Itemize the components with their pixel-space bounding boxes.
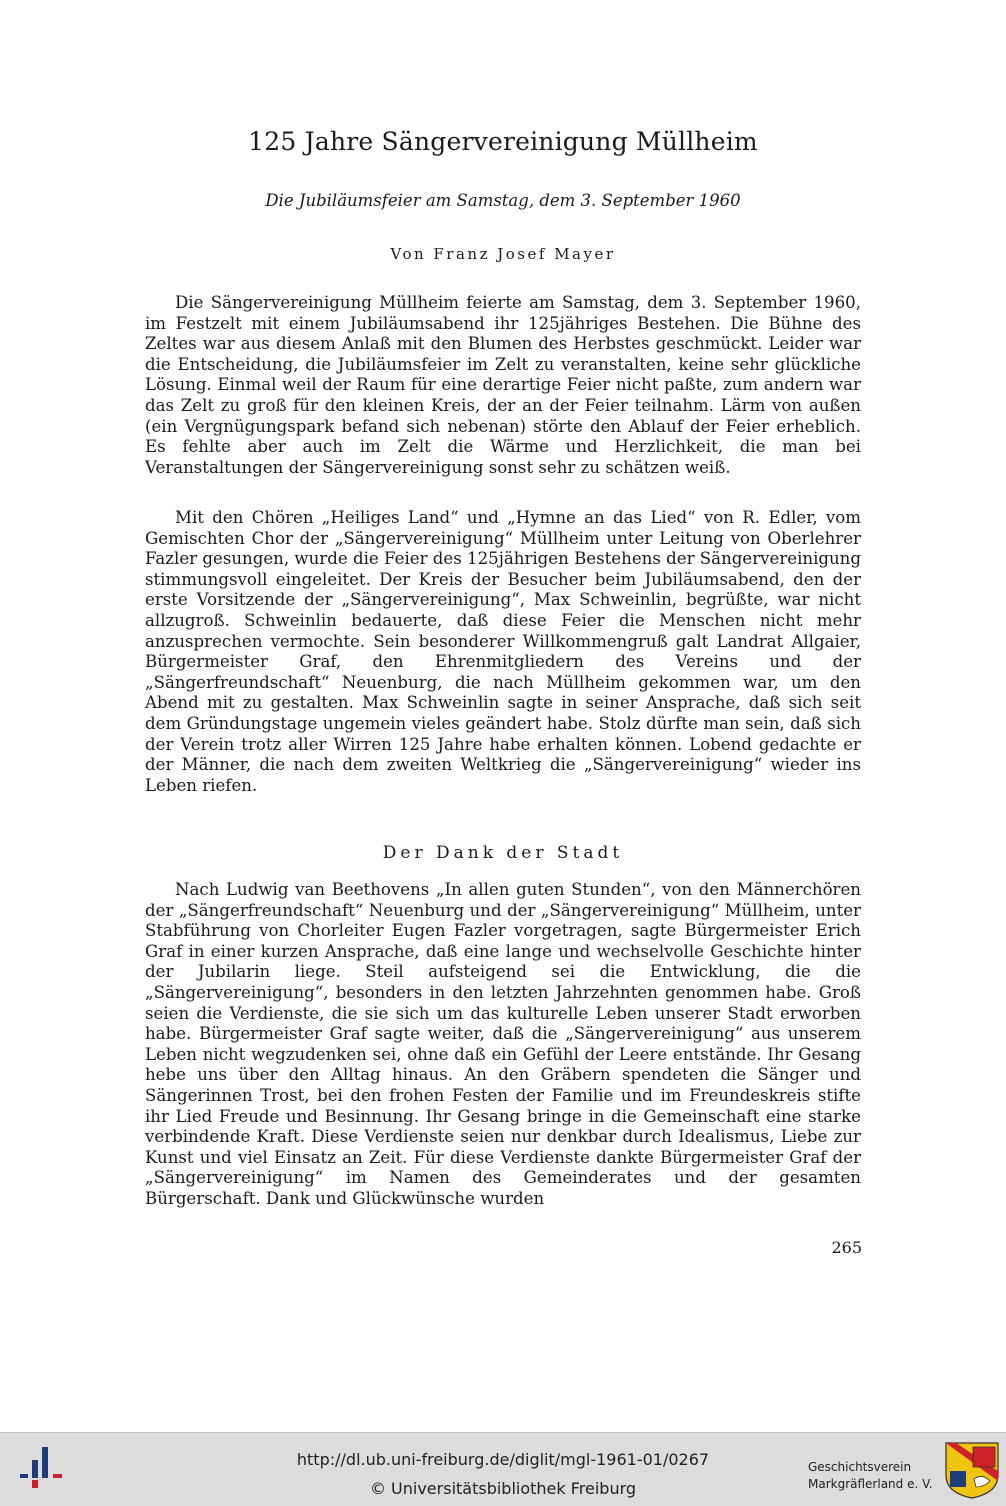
document-url-link[interactable]: http://dl.ub.uni-freiburg.de/diglit/mgl-1961-01/0267 xyxy=(296,1450,710,1469)
article-title: 125 Jahre Sängervereinigung Müllheim xyxy=(248,127,758,156)
paragraph-1: Die Sängervereinigung Müllheim feierte am Samstag, dem 3. September 1960, im Festzelt mit einem Jubiläumsabend ihr 125jähriges Bestehen. Die Bühne des Zeltes war aus diesem Anlaß mit den Blumen des Herbstes geschmückt. Leider war die Entscheidung, die Jubiläumsfeier im Zelt zu veranstalten, keine sehr glückliche Lösung. Einmal weil der Raum für eine derartige Feier nicht paßte, zum andern war das Zelt zu groß für den kleinen Kreis, der an der Feier teilnahm. Lärm von außen (ein Vergnügungspark befand sich nebenan) störte den Ablauf der Feier erheblich. Es fehlte aber auch im Zelt die Wärme und Herzlichkeit, die man bei Veranstaltungen der Sängervereinigung sonst sehr zu schätzen weiß. xyxy=(145,293,861,477)
paragraph-2: Mit den Chören „Heiliges Land“ und „Hymne an das Lied“ von R. Edler, vom Gemischten Chor der „Sängervereinigung“ Müllheim unter Leitung von Oberlehrer Fazler gesungen, wurde die Feier des 125jährigen Bestehens der Sängervereinigung stimmungsvoll eingeleitet. Der Kreis der Besucher beim Jubiläumsabend, den der erste Vorsitzende der „Sängervereinigung“, Max Schweinlin, begrüßte, war nicht allzugroß. Schweinlin bedauerte, daß diese Feier die Menschen nicht mehr anzusprechen vermochte. Sein besonderer Willkommengruß galt Landrat Allgaier, Bürgermeister Graf, den Ehrenmitgliedern des Vereins und der „Sängerfreundschaft“ Neuenburg, die nach Müllheim gekommen war, um den Abend mit zu gestalten. Max Schweinlin sagte in seiner Ansprache, daß sich seit dem Gründungstage ungemein vieles geändert habe. Stolz dürfte man sein, daß sich der Verein trotz aller Wirren 125 Jahre habe erhalten können. Lobend gedachte er der Männer, die nach dem zweiten Weltkrieg die „Sängervereinigung“ wieder ins Leben riefen. xyxy=(145,508,861,795)
section-paragraph-1: Nach Ludwig van Beethovens „In allen guten Stunden“, von den Männerchören der „Sängerfreundschaft“ Neuenburg und der „Sängervereinigung“ Müllheim, unter Stabführung von Chorleiter Eugen Fazler vorgetragen, sagte Bürgermeister Erich Graf in einer kurzen Ansprache, daß eine lange und wechselvolle Geschichte hinter der Jubilarin liege. Steil aufsteigend sei die Entwicklung, die die „Sängervereinigung“, besonders in den letzten Jahrzehnten genommen habe. Groß seien die Verdienste, die sie sich um das kulturelle Leben unserer Stadt erworben habe. Bürgermeister Graf sagte weiter, daß die „Sängervereinigung“ aus unserem Leben nicht wegzudenken sei, ohne daß ein Gefühl der Leere entstände. Ihr Gesang hebe uns über den Alltag hinaus. An den Gräbern spendeten die Sänger und Sängerinnen Trost, bei den frohen Festen der Familie und im Freundeskreis stifte ihr Lied Freude und Besinnung. Ihr Gesang bringe in die Gemeinschaft eine starke verbindende Kraft. Diese Verdienste seien nur denkbar durch Idealismus, Liebe zur Kunst und viel Einsatz an Zeit. Für diese Verdienste dankte Bürgermeister Graf der „Sängervereinigung“ im Namen des Gemeinderates und der gesamten Bürgerschaft. Dank und Glückwünsche wurden xyxy=(145,880,861,1208)
society-name-line-2: Markgräflerland e. V. xyxy=(808,1477,933,1491)
page-number: 265 xyxy=(831,1238,862,1257)
article-byline: Von Franz Josef Mayer xyxy=(390,245,616,263)
viewer-footer xyxy=(0,1432,1006,1506)
society-name xyxy=(808,1459,938,1493)
article-subtitle: Die Jubiläumsfeier am Samstag, dem 3. September 1960 xyxy=(265,191,741,210)
coat-of-arms-icon xyxy=(944,1441,1000,1499)
section-heading: Der Dank der Stadt xyxy=(382,843,624,863)
society-name-line-1: Geschichtsverein xyxy=(808,1460,912,1474)
copyright-notice: © Universitätsbibliothek Freiburg xyxy=(369,1479,637,1498)
